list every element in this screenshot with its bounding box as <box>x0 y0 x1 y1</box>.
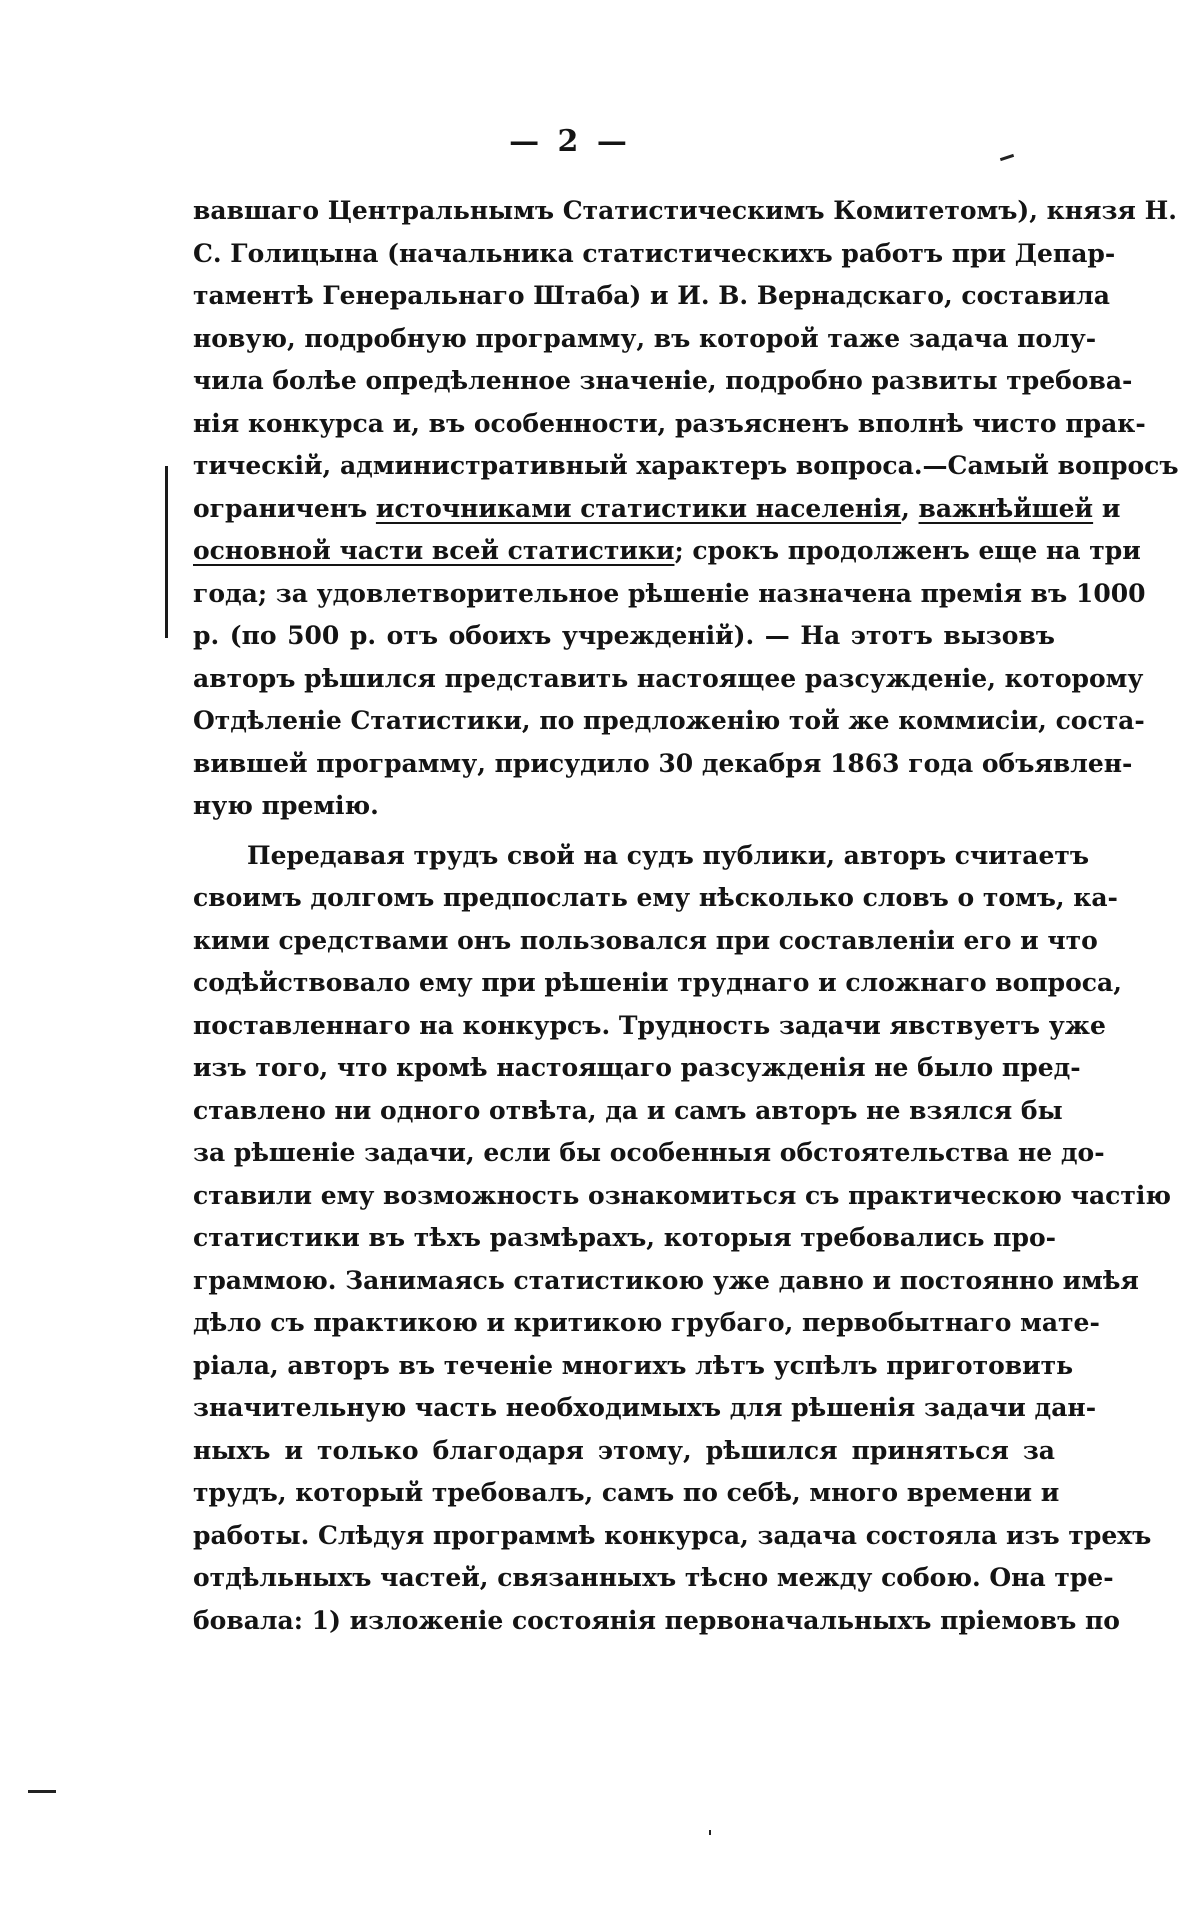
text-line: кими средствами онъ пользовался при составленіи его и что <box>193 925 1098 955</box>
stray-mark <box>28 1790 56 1793</box>
paragraph-break <box>193 828 1055 835</box>
text-line: бовала: 1) изложеніе состоянія первоначальныхъ пріемовъ по <box>193 1605 1120 1635</box>
text-line: дѣло съ практикою и критикою грубаго, первобытнаго мате- <box>193 1308 1100 1337</box>
text-line: своимъ долгомъ предпослать ему нѣсколько словъ о томъ, ка- <box>193 883 1118 912</box>
page-number: — 2 — <box>509 124 631 159</box>
text-line: за рѣшеніе задачи, если бы особенныя обстоятельства не до- <box>193 1138 1105 1167</box>
text-line: отдѣльныхъ частей, связанныхъ тѣсно между собою. Она тре- <box>193 1563 1114 1592</box>
text-body <box>193 190 1179 1642</box>
text-line: Отдѣленіе Статистики, по предложенію той же коммисіи, соста- <box>193 706 1145 735</box>
text-line: значительную часть необходимыхъ для рѣшенія задачи дан- <box>193 1393 1097 1422</box>
text-line: новую, подробную программу, въ которой таже задача полу- <box>193 323 1097 353</box>
margin-line <box>165 466 168 638</box>
text-line: вавшаго Центральнымъ Статистическимъ Комитетомъ), князя Н. <box>193 196 1177 225</box>
text-line: поставленнаго на конкурсъ. Трудность задачи явствуетъ уже <box>193 1010 1106 1040</box>
text-line: ставлено ни одного отвѣта, да и самъ авторъ не взялся бы <box>193 1095 1063 1125</box>
text-line: ную премію. <box>193 791 379 820</box>
text-line: р. (по 500 р. отъ обоихъ учрежденій). — На этотъ вызовъ <box>193 621 1055 650</box>
text-line: содѣйствовало ему при рѣшеніи труднаго и сложнаго вопроса, <box>193 968 1122 997</box>
text-line: ріала, авторъ въ теченіе многихъ лѣтъ успѣлъ приготовить <box>193 1350 1074 1380</box>
text-line: изъ того, что кромѣ настоящаго разсужденія не было пред- <box>193 1053 1081 1082</box>
underlined-phrase: основной части всей статистики <box>193 536 675 565</box>
text-line: ограниченъ источниками статистики населенія, важнѣйшей и <box>193 493 1121 523</box>
underlined-phrase: источниками статистики населенія <box>375 493 902 523</box>
text-line: С. Голицына (начальника статистическихъ работъ при Депар- <box>193 238 1116 268</box>
text-line: основной части всей статистики; срокъ продолженъ еще на три <box>193 536 1141 565</box>
text-line: трудъ, который требовалъ, самъ по себѣ, много времени и <box>193 1478 1060 1507</box>
text-line: работы. Слѣдуя программѣ конкурса, задача состояла изъ трехъ <box>193 1520 1152 1550</box>
underlined-phrase: важнѣйшей <box>918 493 1094 523</box>
text-line: вившей программу, присудило 30 декабря 1863 года объявлен- <box>193 748 1133 778</box>
text-line: чила болѣе опредѣленное значеніе, подробно развиты требова- <box>193 366 1133 395</box>
stray-mark <box>709 1830 711 1835</box>
text-line: года; за удовлетворительное рѣшеніе назначена премія въ 1000 <box>193 578 1146 608</box>
text-line: нія конкурса и, въ особенности, разъясненъ вполнѣ чисто прак- <box>193 408 1146 438</box>
text-line: граммою. Занимаясь статистикою уже давно и постоянно имѣя <box>193 1265 1139 1295</box>
text-line: ставили ему возможность ознакомиться съ практическою частію <box>193 1180 1171 1210</box>
text-line: тическій, административный характеръ вопроса.—Самый вопросъ <box>193 451 1179 480</box>
text-line: таментѣ Генеральнаго Штаба) и И. В. Вернадскаго, составила <box>193 281 1110 310</box>
text-line: ныхъ и только благодаря этому, рѣшился приняться за <box>193 1435 1055 1465</box>
text-line: Передавая трудъ свой на судъ публики, авторъ считаетъ <box>247 840 1090 870</box>
text-line: статистики въ тѣхъ размѣрахъ, которыя требовались про- <box>193 1223 1057 1252</box>
text-line: авторъ рѣшился представить настоящее разсужденіе, которому <box>193 663 1144 693</box>
